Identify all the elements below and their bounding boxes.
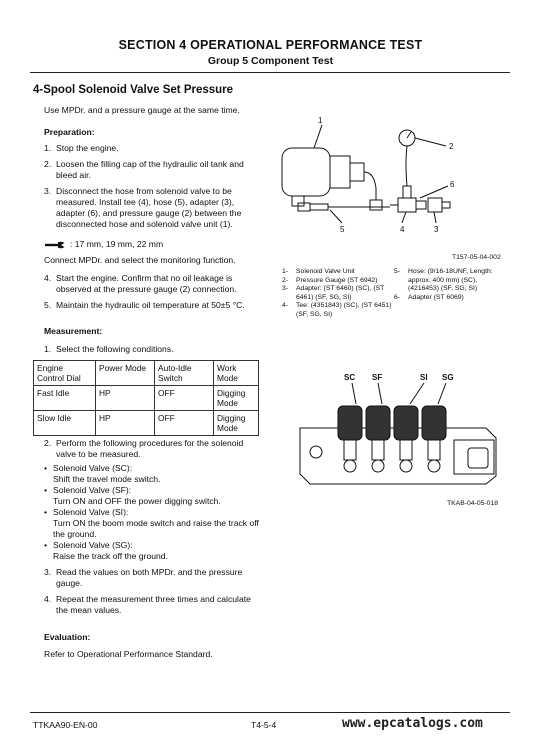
- step-text: Stop the engine.: [56, 143, 119, 153]
- table-header: Auto-Idle Switch: [155, 361, 214, 386]
- doc-code: TTKAA90-EN-00: [33, 720, 98, 730]
- figure2-code: TKAB-04-05-018: [447, 500, 499, 507]
- conditions-table: [33, 360, 259, 436]
- list-item: [44, 186, 262, 230]
- list-item: [44, 594, 262, 616]
- measure-step3: [44, 567, 262, 589]
- wrench-line: [44, 239, 262, 250]
- list-item: [44, 143, 262, 154]
- legend-item: 6- Adapter (ST 6069): [394, 293, 464, 301]
- step-text: Read the values on both MPDr. and the pressure gauge.: [56, 567, 243, 588]
- solenoid-sf: [366, 406, 390, 440]
- legend-item: 2- Pressure Gauge (ST 6942): [282, 276, 378, 284]
- step-number: 1.: [44, 344, 52, 354]
- figure1-code: T157-05-04-002: [452, 254, 501, 261]
- wrench-sizes: : 17 mm, 19 mm, 22 mm: [70, 239, 164, 249]
- solenoid-bullets: [44, 463, 262, 562]
- bullet-label: Solenoid Valve (SI):: [53, 507, 129, 517]
- list-item: [44, 567, 262, 589]
- table-header-row: [34, 361, 259, 386]
- label-sf: SF: [372, 373, 383, 382]
- step-number: 5.: [44, 300, 52, 310]
- table-cell: OFF: [155, 411, 214, 436]
- table-cell: Digging Mode: [214, 386, 259, 411]
- step-text: Loosen the filling cap of the hydraulic oil tank and bleed air.: [56, 159, 244, 180]
- step-number: 4.: [44, 594, 52, 604]
- step-text: Disconnect the hose from solenoid valve to be measured. Install tee (4), hose (5), adapter (3), adapter (6), and pressure gauge (2) between the disconnected hose and solenoid valve unit (1).: [56, 186, 242, 229]
- list-item: [44, 159, 262, 181]
- legend-col-1: [282, 268, 392, 319]
- page-number: T4-5-4: [251, 720, 277, 730]
- list-item: • Solenoid Valve (SC): Shift the travel mode switch.: [44, 463, 161, 484]
- solenoid-sc: [338, 406, 362, 440]
- table-cell: HP: [96, 386, 155, 411]
- installation-figure: [270, 108, 510, 260]
- label-sg: SG: [442, 373, 454, 382]
- bullet-text: Turn ON and OFF the power digging switch.: [53, 496, 221, 506]
- hose: [364, 172, 376, 200]
- solenoid-unit-figure: [286, 368, 510, 500]
- step-number: 2.: [44, 438, 52, 448]
- legend-item: 4- Tee: (4351843) (SC), (ST 6451) (SF, SG, SI): [282, 302, 392, 318]
- table-cell: Slow Idle: [34, 411, 96, 436]
- table-header: Engine Control Dial: [34, 361, 96, 386]
- tee: [398, 198, 416, 212]
- callout-1: 1: [318, 116, 323, 125]
- table-cell: HP: [96, 411, 155, 436]
- bullet-text: Turn ON the boom mode switch and raise the track off the ground.: [53, 518, 259, 539]
- footer-rule: [30, 712, 510, 713]
- intro-text: Use MPDr. and a pressure gauge at the same time.: [44, 105, 240, 115]
- list-item: • Solenoid Valve (SG): Raise the track off the ground.: [44, 540, 168, 561]
- list-item: [44, 344, 262, 355]
- step-number: 2.: [44, 159, 52, 169]
- table-cell: OFF: [155, 386, 214, 411]
- adapter: [428, 198, 442, 212]
- bullet-label: Solenoid Valve (SG):: [53, 540, 133, 550]
- bullet-text: Shift the travel mode switch.: [53, 474, 161, 484]
- measure-step4: [44, 594, 262, 616]
- callout-2: 2: [449, 142, 454, 151]
- table-row: [34, 411, 259, 436]
- evaluation-text: Refer to Operational Performance Standard.: [44, 649, 213, 659]
- table-cell: Digging Mode: [214, 411, 259, 436]
- list-item: • Solenoid Valve (SF): Turn ON and OFF the power digging switch.: [44, 485, 221, 506]
- legend-col-2: [394, 268, 506, 302]
- callout-5: 5: [340, 225, 345, 234]
- step-number: 1.: [44, 143, 52, 153]
- header-rule: [30, 72, 510, 73]
- step-text: Start the engine. Confirm that no oil leakage is observed at the pressure gauge (2) connection.: [56, 273, 237, 294]
- prep-steps-block: [44, 143, 262, 230]
- step-number: 3.: [44, 186, 52, 196]
- label-si: SI: [420, 373, 428, 382]
- solenoid-neck: [330, 156, 350, 188]
- bullet-text: Raise the track off the ground.: [53, 551, 168, 561]
- callout-6: 6: [450, 180, 455, 189]
- wrench-icon: [44, 241, 66, 249]
- page-heading: 4-Spool Solenoid Valve Set Pressure: [33, 84, 234, 96]
- solenoid-si: [394, 406, 418, 440]
- step-number: 4.: [44, 273, 52, 283]
- solenoid-nut: [350, 163, 364, 181]
- group-title: Group 5 Component Test: [207, 55, 334, 67]
- list-item: [44, 300, 262, 311]
- callout-4: 4: [400, 225, 405, 234]
- legend-item: 1- Solenoid Valve Unit: [282, 268, 355, 275]
- table-cell: Fast Idle: [34, 386, 96, 411]
- watermark-text: www.epcatalogs.com: [342, 716, 483, 731]
- bullet-label: Solenoid Valve (SF):: [53, 485, 132, 495]
- step-text: Perform the following procedures for the solenoid valve to be measured.: [56, 438, 244, 459]
- callout-3: 3: [434, 225, 439, 234]
- table-header: Work Mode: [214, 361, 259, 386]
- list-item: [44, 273, 262, 295]
- connect-text: Connect MPDr. and select the monitoring function.: [44, 255, 236, 265]
- preparation-heading: Preparation:: [44, 127, 95, 137]
- list-item: • Solenoid Valve (SI): Turn ON the boom mode switch and raise the track off the ground.: [44, 507, 262, 540]
- step-text: Maintain the hydraulic oil temperature at 50±5 °C.: [56, 300, 245, 310]
- legend-item: 3- Adapter: (ST 6460) (SC), (ST 6461) (SF, SG, SI): [282, 285, 385, 301]
- table-header: Power Mode: [96, 361, 155, 386]
- evaluation-heading: Evaluation:: [44, 632, 91, 642]
- step-number: 3.: [44, 567, 52, 577]
- section-title: SECTION 4 OPERATIONAL PERFORMANCE TEST: [118, 38, 423, 52]
- label-sc: SC: [344, 373, 356, 382]
- bullet-label: Solenoid Valve (SC):: [53, 463, 133, 473]
- measurement-heading: Measurement:: [44, 326, 103, 336]
- solenoid-sg: [422, 406, 446, 440]
- step-text: Select the following conditions.: [56, 344, 174, 354]
- list-item: [44, 438, 262, 460]
- solenoid-body: [282, 148, 330, 196]
- step-text: Repeat the measurement three times and calculate the mean values.: [56, 594, 251, 615]
- measure-step1: [44, 344, 262, 355]
- measure-step2: [44, 438, 262, 460]
- legend-item: 5- Hose: (9/16-18UNF, Length: approx. 400 mm) (SC), (4216453) (SF, SG, SI): [394, 268, 493, 292]
- table-row: [34, 386, 259, 411]
- prep-steps2-block: [44, 273, 262, 311]
